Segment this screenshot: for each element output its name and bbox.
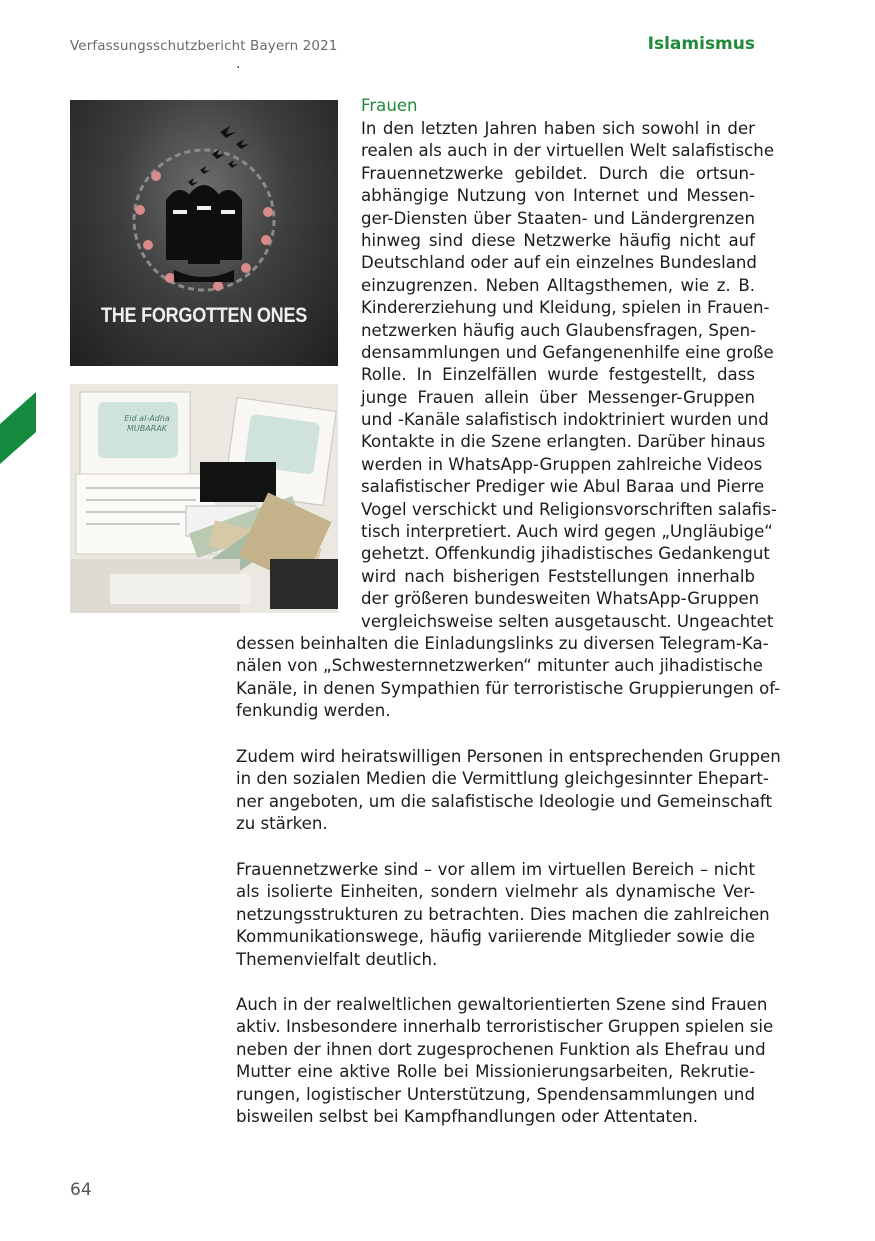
text-line: junge Frauen allein über Messenger-Gruppen	[361, 387, 755, 407]
text-line: der größeren bundesweiten WhatsApp-Gruppen	[361, 589, 760, 609]
text-line: salafistischer Prediger wie Abul Baraa und Pierre	[361, 477, 765, 497]
photo-artwork	[70, 384, 338, 613]
text-line: fenkundig werden.	[236, 701, 391, 721]
text-line: zu stärken.	[236, 814, 328, 834]
text-line: als isolierte Einheiten, sondern vielmehr als dynamische Ver-	[236, 882, 755, 902]
photo-card-text: Eid al-Adha MUBARAK	[124, 414, 170, 433]
text-line: netzwerken häufig auch Glaubensfragen, Spen-	[361, 320, 757, 340]
text-line: Frauennetzwerke sind – vor allem im virtuellen Bereich – nicht	[236, 860, 755, 879]
text-line: rungen, logistischer Unterstützung, Spendensammlungen und	[236, 1084, 755, 1104]
poster-image	[70, 100, 338, 366]
text-line: in den sozialen Medien die Vermittlung gleichgesinnter Ehepart-	[236, 769, 769, 789]
text-line: einzugrenzen. Neben Alltagsthemen, wie z. B.	[361, 275, 755, 295]
text-line: ner angeboten, um die salafistische Ideologie und Gemeinschaft	[236, 791, 772, 811]
text-line: nälen von „Schwesternnetzwerken“ mitunter auch jihadistische	[236, 656, 764, 676]
text-line: vergleichsweise selten ausgetauscht. Ungeachtet	[361, 611, 774, 631]
text-line: Frauennetzwerke gebildet. Durch die ortsun-	[361, 163, 755, 183]
paragraph-3	[236, 859, 770, 971]
poster-title: THE FORGOTTEN ONES	[100, 304, 308, 327]
paragraph-4	[236, 994, 774, 1128]
text-line: bisweilen selbst bei Kampfhandlungen oder Attentaten.	[236, 1106, 699, 1126]
text-line: Kommunikationswege, häufig variierende Mitglieder sowie die	[236, 927, 755, 947]
text-line: aktiv. Insbesondere innerhalb terroristischer Gruppen spielen sie	[236, 1017, 774, 1037]
text-line: dessen beinhalten die Einladungslinks zu diversen Telegram-Ka-	[236, 634, 769, 653]
text-line: werden in WhatsApp-Gruppen zahlreiche Videos	[361, 454, 763, 474]
running-head: Verfassungsschutzbericht Bayern 2021	[70, 38, 338, 54]
text-line: ger-Diensten über Staaten- und Ländergrenzen	[361, 208, 755, 228]
text-line: gehetzt. Offenkundig jihadistisches Gedankengut	[361, 544, 770, 564]
text-line: wird nach bisherigen Feststellungen innerhalb	[361, 566, 755, 586]
text-line: realen als auch in der virtuellen Welt salafistische	[361, 141, 775, 161]
stray-mark: .	[236, 56, 241, 72]
text-line: Zudem wird heiratswilligen Personen in entsprechenden Gruppen	[236, 747, 781, 766]
text-line: hinweg sind diese Netzwerke häufig nicht auf	[361, 230, 755, 250]
section-label: Islamismus	[647, 34, 755, 54]
text-line: Kanäle, in denen Sympathien für terroristische Gruppierungen of-	[236, 678, 781, 698]
text-line: In den letzten Jahren haben sich sowohl in der	[361, 119, 755, 138]
text-line: densammlungen und Gefangenenhilfe eine große	[361, 342, 774, 362]
paragraph-1-column	[361, 118, 777, 633]
text-line: Rolle. In Einzelfällen wurde festgestellt, dass	[361, 365, 755, 385]
section-heading: Frauen	[361, 96, 418, 115]
text-line: Kindererziehung und Kleidung, spielen in Frauen-	[361, 298, 770, 318]
text-line: netzungsstrukturen zu betrachten. Dies machen die zahlreichen	[236, 904, 770, 924]
page-number: 64	[70, 1180, 92, 1200]
text-line: neben der ihnen dort zugesprochenen Funktion als Ehefrau und	[236, 1039, 766, 1059]
text-line: Auch in der realweltlichen gewaltorientierten Szene sind Frauen	[236, 995, 768, 1014]
text-line: tisch interpretiert. Auch wird gegen „Ungläubige“	[361, 522, 773, 542]
text-line: Deutschland oder auf ein einzelnes Bundesland	[361, 253, 757, 273]
text-line: Vogel verschickt und Religionsvorschriften salafis-	[361, 499, 777, 519]
text-line: Themenvielfalt deutlich.	[236, 949, 438, 969]
paragraph-1-continued	[236, 633, 781, 723]
photo-image	[70, 384, 338, 613]
paragraph-2	[236, 746, 781, 836]
text-line: Kontakte in die Szene erlangten. Darüber hinaus	[361, 432, 766, 452]
text-line: Mutter eine aktive Rolle bei Missionierungsarbeiten, Rekrutie-	[236, 1062, 755, 1082]
text-line: und -Kanäle salafistisch indoktriniert wurden und	[361, 410, 769, 430]
text-line: abhängige Nutzung von Internet und Messen-	[361, 186, 755, 206]
side-tab-marker	[0, 392, 36, 464]
